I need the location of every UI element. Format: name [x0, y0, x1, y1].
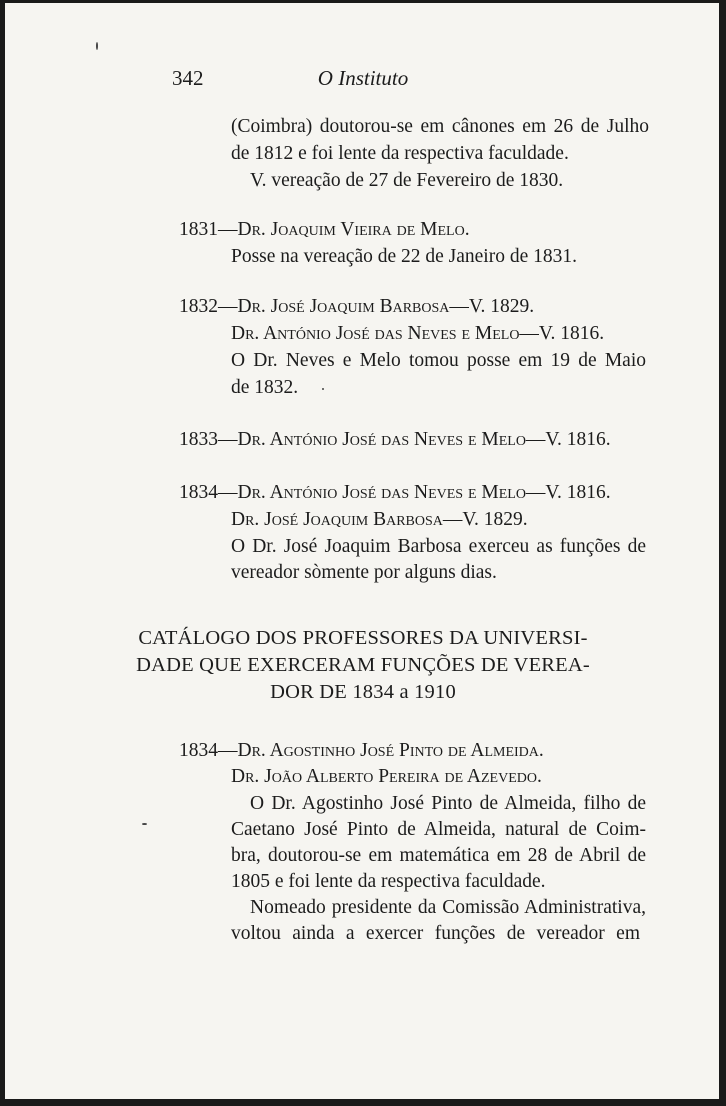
entry-name: Dr. Agostinho José Pinto de Almeida. — [237, 740, 544, 761]
entry-1831 — [179, 217, 470, 243]
entry-note: Posse na vereação de 22 de Janeiro de 1831. — [231, 246, 578, 267]
entry-1832 — [179, 294, 534, 320]
entry-1833 — [179, 427, 611, 453]
text-line: de 1812 e foi lente da respectiva faculdade. — [231, 143, 569, 164]
entry-year: 1833— — [179, 429, 238, 450]
entry-name: Dr. João Alberto Pereira de Azevedo. — [231, 766, 542, 787]
entry-year: 1834— — [179, 482, 238, 503]
section-heading-line: DADE QUE EXERCERAM FUNÇÕES DE VEREA- — [136, 654, 590, 676]
page-number: 342 — [172, 66, 204, 90]
entry-name: Dr. António José das Neves e Melo—V. 1816. — [231, 323, 605, 344]
entry-year: 1832— — [179, 296, 238, 317]
paragraph-line: bra, doutorou-se em matemática em 28 de Abril de — [231, 845, 646, 866]
paragraph-line: Nomeado presidente da Comissão Administrativa, — [250, 897, 646, 918]
entry-name: Dr. Joaquim Vieira de Melo. — [237, 219, 470, 240]
entry-year: 1834— — [179, 740, 238, 761]
entry-note: de 1832. — [231, 377, 299, 398]
scan-speck — [96, 42, 98, 50]
entry-name: Dr. António José das Neves e Melo—V. 1816. — [237, 429, 611, 450]
entry-name: Dr. José Joaquim Barbosa—V. 1829. — [237, 296, 535, 317]
paragraph-line: voltou ainda a exercer funções de vereador em — [231, 923, 640, 944]
entry-name: Dr. José Joaquim Barbosa—V. 1829. — [231, 509, 528, 530]
entry-year: 1831— — [179, 219, 238, 240]
text-line: (Coimbra) doutorou-se em cânones em 26 de Julho — [231, 116, 649, 137]
entry-1834-catalog — [179, 738, 544, 764]
paragraph-line: Caetano José Pinto de Almeida, natural de Coim- — [231, 819, 646, 840]
entry-note: O Dr. José Joaquim Barbosa exerceu as funções de — [231, 536, 646, 557]
text-line: V. vereação de 27 de Fevereiro de 1830. — [250, 170, 564, 191]
paragraph-line: O Dr. Agostinho José Pinto de Almeida, filho de — [250, 793, 646, 814]
entry-name: Dr. António José das Neves e Melo—V. 1816. — [237, 482, 611, 503]
section-heading-line: CATÁLOGO DOS PROFESSORES DA UNIVERSI- — [138, 627, 588, 649]
scan-speck — [322, 388, 324, 390]
scan-speck — [142, 823, 147, 825]
paragraph-line: 1805 e foi lente da respectiva faculdade. — [231, 871, 546, 892]
entry-note: O Dr. Neves e Melo tomou posse em 19 de Maio — [231, 350, 646, 371]
entry-note: vereador sòmente por alguns dias. — [231, 562, 497, 583]
section-heading-line: DOR DE 1834 a 1910 — [270, 681, 456, 703]
running-title: O Instituto — [317, 66, 409, 90]
entry-1834 — [179, 480, 611, 506]
